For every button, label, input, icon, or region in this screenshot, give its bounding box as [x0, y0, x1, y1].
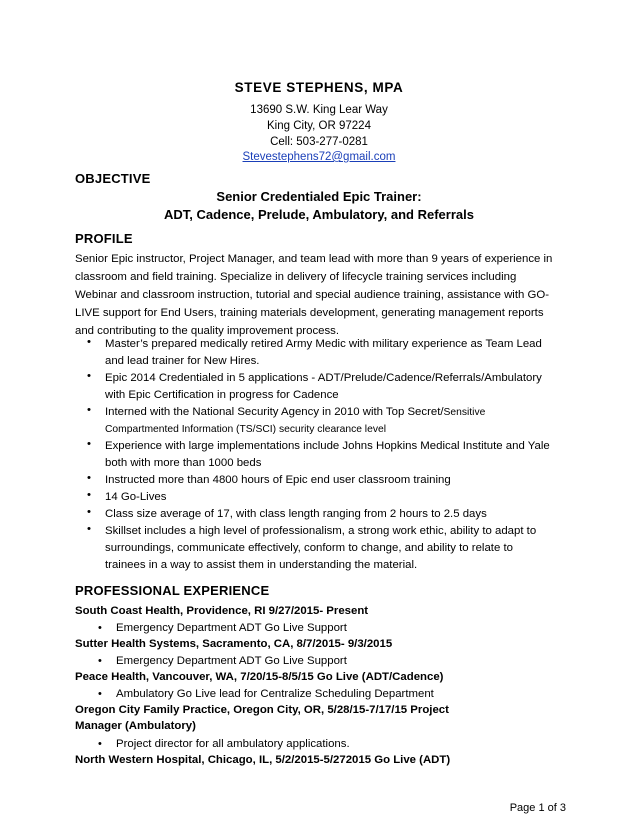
- job-title: Peace Health, Vancouver, WA, 7/20/15-8/5/15 Go Live (ADT/Cadence): [75, 671, 444, 683]
- objective-title: Senior Credentialed Epic Trainer:: [216, 189, 422, 204]
- job-detail: Emergency Department ADT Go Live Support: [116, 622, 347, 634]
- objective-heading: OBJECTIVE: [75, 171, 151, 186]
- bullet-marker: •: [87, 523, 91, 535]
- bullet-line: Skillset includes a high level of professionalism, a strong work ethic, ability to adapt to: [105, 525, 537, 537]
- bullet-line: surroundings, communicate effectively, conform to change, and ability to relate to: [105, 542, 513, 554]
- bullet-line: Class size average of 17, with class length ranging from 2 hours to 2.5 days: [105, 508, 487, 520]
- bullet-line: Experience with large implementations include Johns Hopkins Medical Institute and Yale: [105, 440, 550, 452]
- job-detail: Emergency Department ADT Go Live Support: [116, 655, 347, 667]
- bullet-line: and lead trainer for New Hires.: [105, 355, 260, 367]
- job-title: Sutter Health Systems, Sacramento, CA, 8/7/2015- 9/3/2015: [75, 638, 393, 650]
- profile-line: and contributing to the quality improvement process.: [75, 325, 340, 337]
- bullet-marker: •: [87, 438, 91, 450]
- bullet-marker: •: [87, 506, 91, 518]
- experience-heading: PROFESSIONAL EXPERIENCE: [75, 583, 270, 598]
- job-detail: Ambulatory Go Live lead for Centralize Scheduling Department: [116, 688, 434, 700]
- profile-line: LIVE support for End Users, training materials development, generating management reports: [75, 307, 544, 319]
- address-line-1: 13690 S.W. King Lear Way: [250, 104, 388, 116]
- profile-heading: PROFILE: [75, 231, 133, 246]
- profile-line: classroom and field training. Specialize in delivery of lifecycle training services including: [75, 271, 517, 283]
- bullet-line: Instructed more than 4800 hours of Epic end user classroom training: [105, 474, 451, 486]
- bullet-line: Epic 2014 Credentialed in 5 applications - ADT/Prelude/Cadence/Referrals/Ambulatory: [105, 372, 542, 384]
- job-title: North Western Hospital, Chicago, IL, 5/2/2015-5/272015 Go Live (ADT): [75, 754, 451, 766]
- candidate-name: STEVE STEPHENS, MPA: [234, 80, 404, 95]
- objective-applications: ADT, Cadence, Prelude, Ambulatory, and Referrals: [164, 207, 474, 222]
- bullet-line: both with more than 1000 beds: [105, 457, 262, 469]
- address-line-2: King City, OR 97224: [267, 120, 371, 132]
- bullet-marker: •: [87, 336, 91, 348]
- bullet-line: 14 Go-Lives: [105, 491, 167, 503]
- job-title-continued: Manager (Ambulatory): [75, 720, 196, 732]
- email-link[interactable]: Stevestephens72@gmail.com: [242, 151, 396, 163]
- profile-line: Senior Epic instructor, Project Manager, and team lead with more than 9 years of experience in: [75, 253, 553, 265]
- phone-number: Cell: 503-277-0281: [270, 136, 368, 148]
- profile-bullet: [105, 489, 575, 506]
- profile-summary: [75, 250, 565, 340]
- profile-bullet: [105, 523, 575, 574]
- bullet-marker: •: [87, 472, 91, 484]
- page-number: Page 1 of 3: [509, 802, 566, 814]
- job-title: South Coast Health, Providence, RI 9/27/2015- Present: [75, 605, 369, 617]
- bullet-text-small: Sensitive: [443, 407, 486, 418]
- bullet-line: with Epic Certification in progress for Cadence: [105, 389, 339, 401]
- bullet-line: Master’s prepared medically retired Army Medic with military experience as Team Lead: [105, 338, 542, 350]
- bullet-line: trainees in a way to assist them in understanding the material.: [105, 559, 418, 571]
- bullet-line: Compartmented Information (TS/SCI) security clearance level: [105, 424, 386, 435]
- profile-bullet: [105, 370, 575, 404]
- bullet-marker: •: [87, 489, 91, 501]
- profile-bullet: [105, 438, 575, 472]
- profile-bullet: [105, 506, 575, 523]
- job-bullet: •: [98, 688, 102, 700]
- profile-bullet: [105, 404, 575, 438]
- job-title: Oregon City Family Practice, Oregon City, OR, 5/28/15-7/17/15 Project: [75, 704, 449, 716]
- bullet-marker: •: [87, 370, 91, 382]
- job-detail: Project director for all ambulatory applications.: [116, 738, 350, 750]
- profile-bullet: [105, 472, 575, 489]
- profile-bullet: [105, 336, 575, 370]
- job-bullet: •: [98, 622, 102, 634]
- profile-line: Webinar and classroom instruction, tutorial and special audience training, assistance with GO-: [75, 289, 550, 301]
- job-bullet: •: [98, 655, 102, 667]
- bullet-text: Interned with the National Security Agency in 2010 with Top Secret/: [105, 406, 444, 418]
- job-bullet: •: [98, 738, 102, 750]
- bullet-marker: •: [87, 404, 91, 416]
- bullet-line: [105, 404, 575, 421]
